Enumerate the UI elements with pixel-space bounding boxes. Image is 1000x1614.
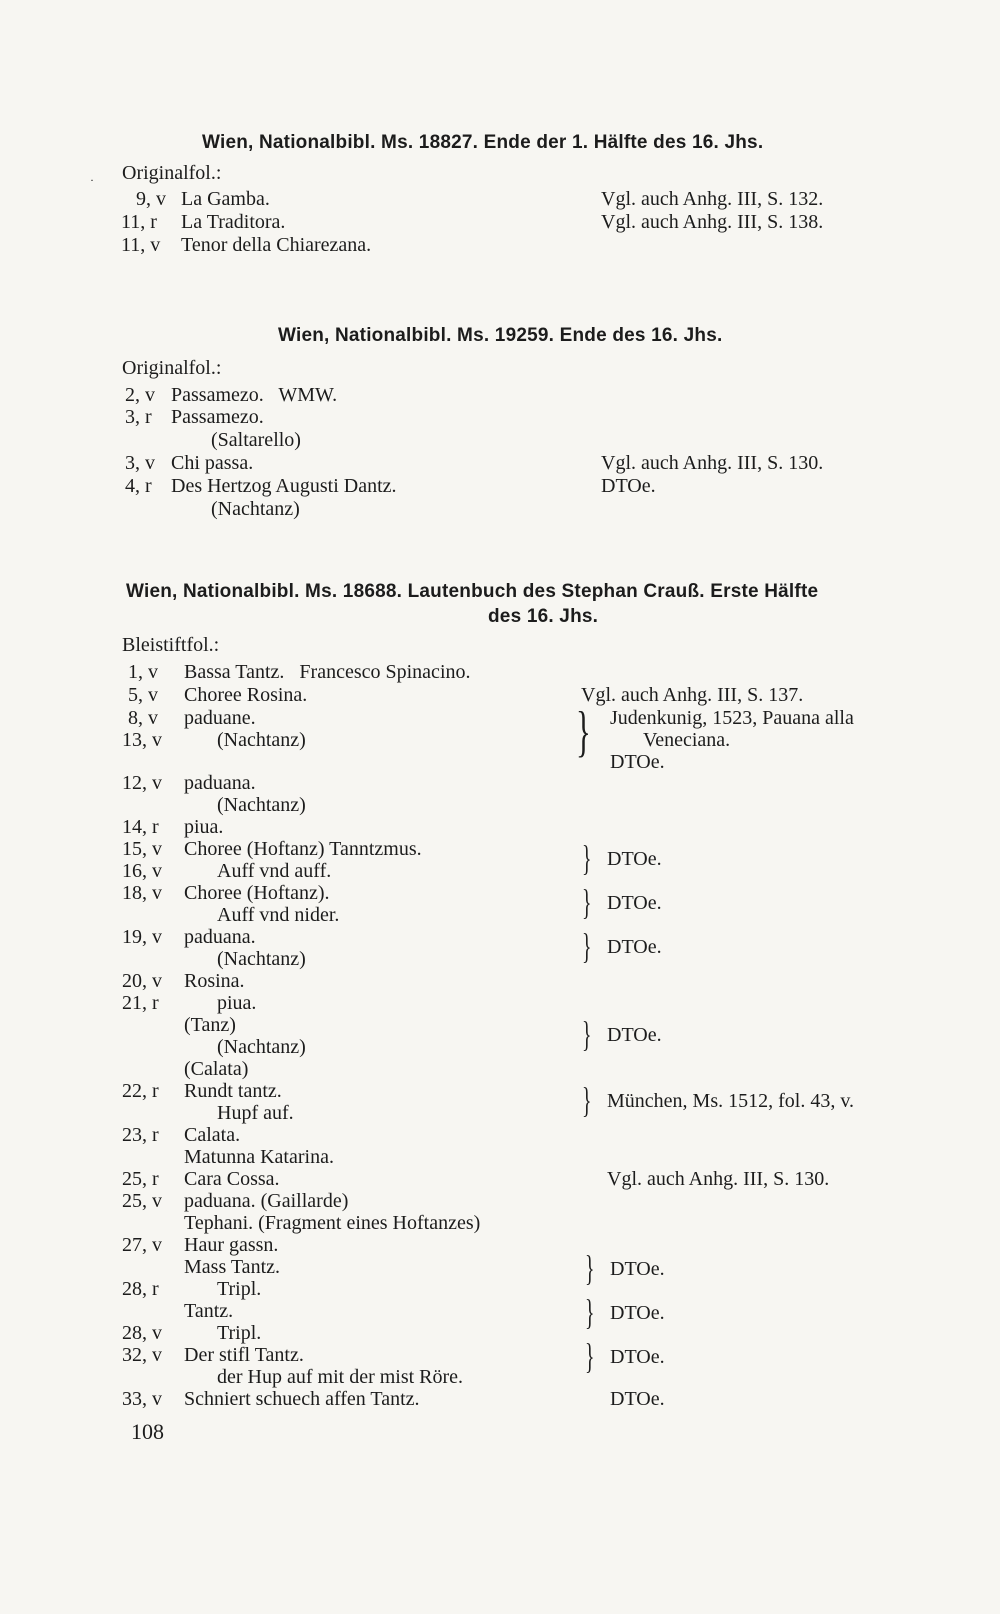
brace: } [582,1014,592,1054]
entry-title: Auff vnd nider. [217,904,340,926]
section-3-heading-cont: des 16. Jhs. [488,606,599,627]
entry-folio: 21, r [122,992,159,1014]
entry-title: Schniert schuech affen Tantz. [184,1388,420,1410]
entry-ref: DTOe. [607,936,662,958]
entry-folio: 5, v [128,684,158,706]
entry-title: der Hup auf mit der mist Röre. [217,1366,464,1388]
entry-ref: DTOe. [607,892,662,914]
entry-ref: Vgl. auch Anhg. III, S. 138. [601,211,824,233]
entry-title: (Nachtanz) [211,498,300,520]
entry-title: paduana. [184,926,256,948]
entry-folio: 2, v [125,384,155,406]
entry-title: Der stifl Tantz. [184,1344,304,1366]
entry-title: Rundt tantz. [184,1080,282,1102]
entry-title: Tripl. [217,1278,262,1300]
entry-ref: DTOe. [610,1302,665,1324]
entry-title: Passamezo. WMW. [171,384,338,406]
entry-title: (Saltarello) [211,429,301,451]
entry-title: Choree (Hoftanz). [184,882,330,904]
entry-title: Bassa Tantz. Francesco Spinacino. [184,661,471,683]
entry-title: Hupf auf. [217,1102,294,1124]
entry-folio: 22, r [122,1080,159,1102]
page-number: 108 [131,1419,164,1444]
brace: } [582,926,592,966]
entry-folio: 1, v [128,661,158,683]
entry-folio: 28, r [122,1278,159,1300]
entry-title: Tephani. (Fragment eines Hoftanzes) [184,1212,481,1234]
entry-ref: DTOe. [610,1388,665,1410]
margin-dot: · [90,173,94,187]
entry-title: (Nachtanz) [217,794,306,816]
entry-title: Cara Cossa. [184,1168,280,1190]
entry-title: Rosina. [184,970,245,992]
entry-ref: Vgl. auch Anhg. III, S. 132. [601,188,824,210]
entry-title: Matunna Katarina. [184,1146,334,1168]
entry-title: Chi passa. [171,452,254,474]
entry-ref: DTOe. [601,475,656,497]
entry-folio: 3, r [125,406,152,428]
entry-title: Mass Tantz. [184,1256,280,1278]
entry-folio: 32, v [122,1344,162,1366]
entry-ref: Vgl. auch Anhg. III, S. 137. [581,684,804,706]
entry-folio: 23, r [122,1124,159,1146]
entry-folio: 27, v [122,1234,162,1256]
entry-title: piua. [217,992,257,1014]
entry-folio: 12, v [122,772,162,794]
brace: } [585,1336,595,1376]
entry-ref: DTOe. [610,1346,665,1368]
section-1-heading: Wien, Nationalbibl. Ms. 18827. Ende der 1. Hälfte des 16. Jhs. [202,132,764,153]
entry-folio: 33, v [122,1388,162,1410]
entry-title: Calata. [184,1124,241,1146]
entry-title: paduane. [184,707,256,729]
brace: } [585,1292,595,1332]
brace: } [582,838,592,878]
entry-title: Choree (Hoftanz) Tanntzmus. [184,838,422,860]
entry-ref: München, Ms. 1512, fol. 43, v. [607,1090,855,1112]
entry-ref: Vgl. auch Anhg. III, S. 130. [607,1168,830,1190]
section-2-fol-label: Originalfol.: [122,357,222,379]
brace: } [582,882,592,922]
entry-ref: Veneciana. [643,729,731,751]
entry-folio: 14, r [122,816,159,838]
brace: } [582,1080,592,1120]
entry-ref: Judenkunig, 1523, Pauana alla [610,707,854,729]
entry-title: (Nachtanz) [217,729,306,751]
entry-folio: 3, v [125,452,155,474]
entry-folio: 11, v [121,234,161,256]
entry-ref: DTOe. [610,751,665,773]
entry-title: (Tanz) [184,1014,236,1036]
entry-folio: 11, r [121,211,157,233]
entry-folio: 25, r [122,1168,159,1190]
entry-title: (Calata) [184,1058,249,1080]
entry-title: Des Hertzog Augusti Dantz. [171,475,397,497]
entry-folio: 9, v [136,188,166,210]
entry-title: paduana. (Gaillarde) [184,1190,349,1212]
section-3-fol-label: Bleistiftfol.: [122,634,220,656]
entry-folio: 18, v [122,882,162,904]
section-2-heading: Wien, Nationalbibl. Ms. 19259. Ende des 16. Jhs. [278,325,723,346]
entry-ref: DTOe. [607,848,662,870]
entry-folio: 16, v [122,860,162,882]
entry-title: La Gamba. [181,188,270,210]
section-3-heading: Wien, Nationalbibl. Ms. 18688. Lautenbuch des Stephan Crauß. Erste Hälfte [126,581,819,602]
entry-title: (Nachtanz) [217,1036,306,1058]
entry-folio: 15, v [122,838,162,860]
entry-title: La Traditora. [181,211,286,233]
entry-ref: DTOe. [610,1258,665,1280]
entry-folio: 13, v [122,729,162,751]
entry-title: Passamezo. [171,406,264,428]
entry-title: paduana. [184,772,256,794]
entry-title: Tantz. [184,1300,234,1322]
entry-folio: 8, v [128,707,158,729]
entry-title: Tenor della Chiarezana. [181,234,372,256]
entry-title: Tripl. [217,1322,262,1344]
entry-ref: DTOe. [607,1024,662,1046]
section-1-fol-label: Originalfol.: [122,162,222,184]
brace: } [576,701,591,763]
brace: } [585,1248,595,1288]
entry-folio: 20, v [122,970,162,992]
entry-title: piua. [184,816,224,838]
entry-title: Auff vnd auff. [217,860,332,882]
entry-title: (Nachtanz) [217,948,306,970]
entry-title: Haur gassn. [184,1234,279,1256]
entry-folio: 28, v [122,1322,162,1344]
entry-title: Choree Rosina. [184,684,308,706]
entry-folio: 19, v [122,926,162,948]
entry-folio: 25, v [122,1190,162,1212]
entry-ref: Vgl. auch Anhg. III, S. 130. [601,452,824,474]
entry-folio: 4, r [125,475,152,497]
